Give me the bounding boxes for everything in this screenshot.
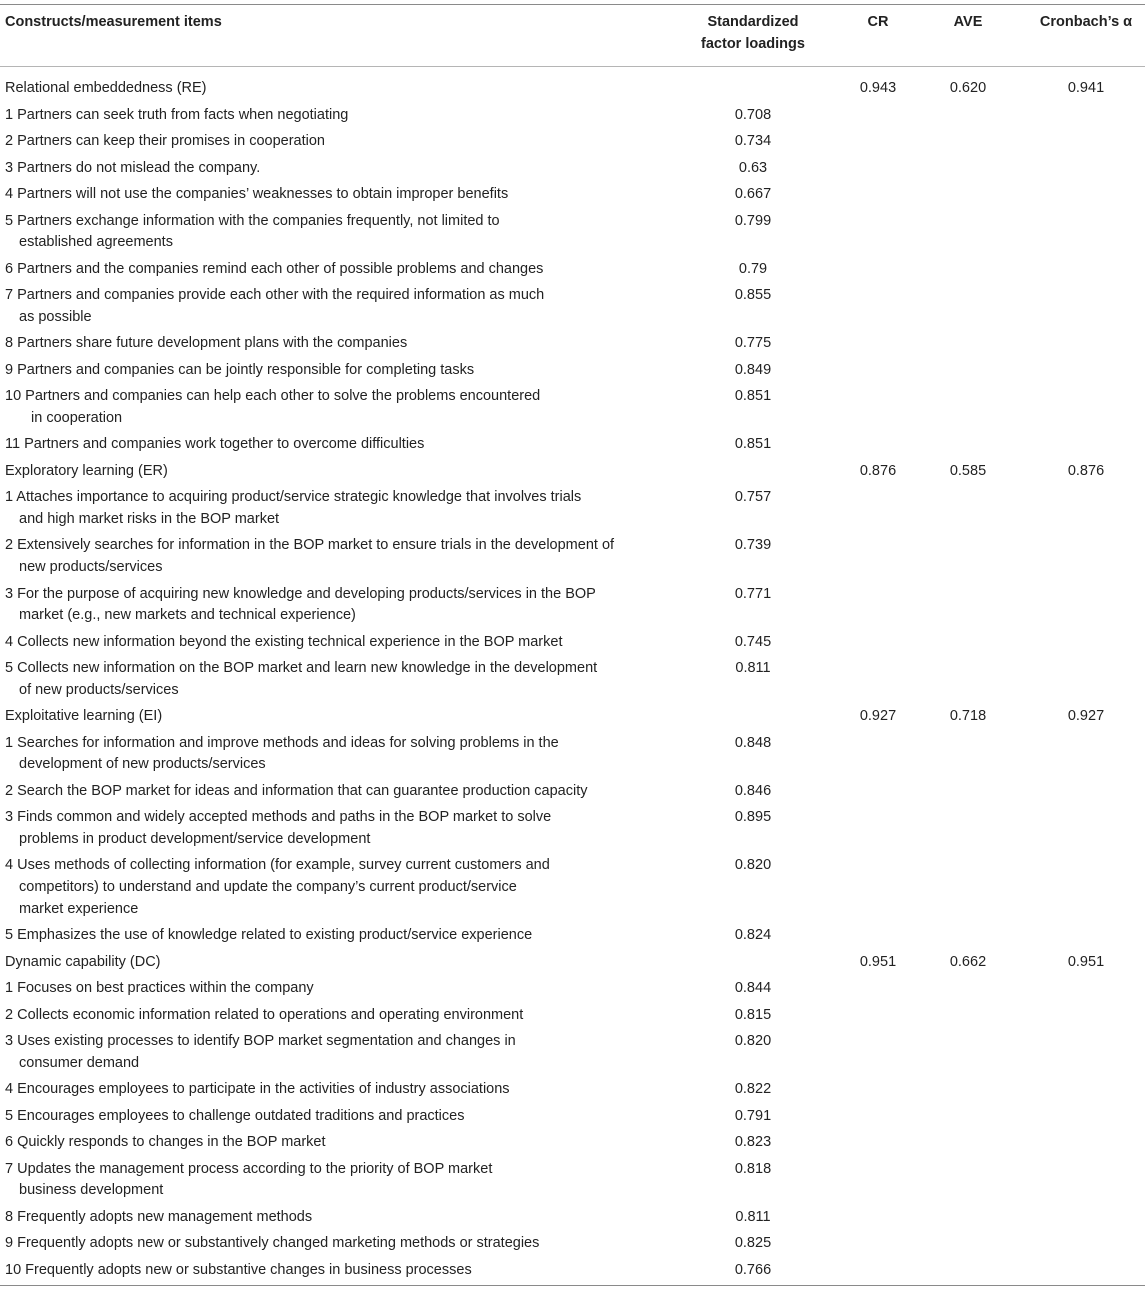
factor-loading-value: 0.855 [734, 287, 772, 304]
alpha-value: 0.941 [1067, 80, 1105, 96]
factor-loading-value: 0.851 [734, 388, 772, 405]
measurement-item-text: 2 Search the BOP market for ideas and information that can guarantee production capacity [5, 782, 588, 799]
construct-name: Relational embeddedness (RE) [5, 80, 207, 96]
measurement-item-text: 8 Frequently adopts new management methods [5, 1208, 313, 1225]
factor-loading-value: 0.844 [734, 980, 772, 997]
measurement-item-text: as possible [19, 308, 92, 325]
measurement-item-text: 1 Partners can seek truth from facts when negotiating [5, 106, 349, 123]
factor-loading-value: 0.739 [734, 537, 772, 554]
header-item: Constructs/measurement items [5, 14, 222, 30]
measurement-item-text: in cooperation [31, 409, 123, 426]
measurement-item-text: 8 Partners share future development plans with the companies [5, 335, 408, 352]
measurement-item-text: 4 Partners will not use the companies’ weaknesses to obtain improper benefits [5, 186, 509, 202]
measurement-item-text: business development [19, 1182, 164, 1199]
header-loading [680, 12, 826, 55]
ave-value: 0.620 [949, 80, 987, 96]
factor-loading-value: 0.846 [734, 782, 772, 799]
factor-loading-value: 0.63 [738, 159, 768, 176]
factor-loading-value: 0.820 [734, 857, 772, 874]
measurement-item-text: market (e.g., new markets and technical experience) [19, 607, 356, 624]
measurement-item-text: 3 Partners do not mislead the company. [5, 159, 261, 176]
bottom-rule [0, 1285, 1145, 1286]
measurement-item-text: established agreements [19, 234, 173, 251]
header-rule [0, 66, 1145, 67]
construct-name: Exploitative learning (EI) [5, 708, 163, 725]
measurement-item-text: 5 Emphasizes the use of knowledge related to existing product/service experience [5, 927, 533, 944]
measurement-item-text: 10 Partners and companies can help each other to solve the problems encountered [5, 388, 541, 405]
measurement-item-text: 3 For the purpose of acquiring new knowledge and developing products/services in the BOP [5, 585, 596, 602]
factor-loading-value: 0.757 [734, 489, 772, 506]
measurement-item-text: 9 Frequently adopts new or substantively changed marketing methods or strategies [5, 1235, 540, 1252]
measurement-item-text: 10 Frequently adopts new or substantive changes in business processes [5, 1261, 472, 1278]
factor-loading-value: 0.823 [734, 1134, 772, 1151]
factor-loading-value: 0.895 [734, 809, 772, 826]
factor-loading-value: 0.811 [735, 1208, 771, 1225]
header-ave: AVE [953, 14, 983, 30]
factor-loading-value: 0.708 [734, 106, 772, 123]
alpha-value: 0.876 [1067, 462, 1105, 479]
measurement-item-text: 5 Encourages employees to challenge outdated traditions and practices [5, 1107, 465, 1124]
measurement-item-text: 4 Collects new information beyond the existing technical experience in the BOP market [5, 633, 563, 650]
ave-value: 0.662 [949, 953, 987, 970]
construct-name: Exploratory learning (ER) [5, 462, 168, 479]
measurement-item-text: 3 Finds common and widely accepted methods and paths in the BOP market to solve [5, 809, 552, 826]
factor-loading-value: 0.745 [734, 633, 772, 650]
factor-loading-value: 0.766 [734, 1261, 772, 1278]
measurement-item-text: 4 Encourages employees to participate in the activities of industry associations [5, 1081, 510, 1098]
measurement-item-text: 3 Uses existing processes to identify BOP market segmentation and changes in [5, 1033, 516, 1050]
top-rule [0, 4, 1145, 5]
header-alpha: Cronbach’s α [1039, 14, 1133, 30]
measurement-item-text: new products/services [19, 559, 163, 575]
measurement-item-text: 1 Focuses on best practices within the company [5, 980, 314, 997]
measurement-item-text: competitors) to understand and update the company’s current product/service [19, 879, 517, 895]
factor-loading-value: 0.775 [734, 335, 772, 352]
measurement-item-text: 9 Partners and companies can be jointly responsible for completing tasks [5, 361, 475, 378]
ave-value: 0.585 [949, 462, 987, 479]
measurement-item-text: 1 Searches for information and improve methods and ideas for solving problems in the [5, 734, 559, 751]
factor-loading-value: 0.824 [734, 927, 772, 944]
measurement-item-text: 5 Collects new information on the BOP market and learn new knowledge in the development [5, 660, 598, 677]
construct-name: Dynamic capability (DC) [5, 953, 161, 970]
ave-value: 0.718 [949, 708, 987, 725]
measurement-item-text: 7 Partners and companies provide each other with the required information as much [5, 287, 545, 304]
factor-loading-value: 0.815 [734, 1006, 772, 1023]
header-loading-line1: Standardized [707, 14, 799, 30]
measurement-item-text: problems in product development/service development [19, 830, 371, 847]
factor-loading-value: 0.848 [734, 734, 772, 751]
measurement-item-text: 7 Updates the management process according to the priority of BOP market [5, 1160, 493, 1177]
alpha-value: 0.927 [1067, 708, 1105, 725]
factor-loading-value: 0.851 [734, 436, 772, 453]
factor-loading-value: 0.667 [734, 186, 772, 202]
factor-loading-value: 0.79 [738, 260, 768, 277]
measurement-item-text: market experience [19, 900, 139, 917]
measurement-item-text: 6 Partners and the companies remind each other of possible problems and changes [5, 260, 544, 277]
measurement-item-text: and high market risks in the BOP market [19, 510, 280, 527]
factor-loading-value: 0.771 [734, 585, 772, 602]
factor-loading-value: 0.734 [734, 133, 772, 149]
measurement-item-text: consumer demand [19, 1054, 140, 1071]
factor-loading-value: 0.791 [734, 1107, 772, 1124]
factor-loading-value: 0.818 [734, 1160, 772, 1177]
factor-loading-value: 0.820 [734, 1033, 772, 1050]
measurement-item-text: of new products/services [19, 681, 179, 698]
measurement-item-text: 2 Extensively searches for information in the BOP market to ensure trials in the development of [5, 537, 615, 554]
cr-value: 0.927 [859, 708, 897, 725]
measurement-item-text: development of new products/services [19, 756, 266, 773]
measurement-item-text: 5 Partners exchange information with the companies frequently, not limited to [5, 212, 500, 229]
factor-loading-value: 0.799 [734, 212, 772, 229]
measurement-item-text: 2 Partners can keep their promises in cooperation [5, 133, 325, 149]
factor-loading-value: 0.849 [734, 361, 772, 378]
factor-loading-value: 0.825 [734, 1235, 772, 1252]
factor-loading-value: 0.822 [734, 1081, 772, 1098]
measurement-item-text: 6 Quickly responds to changes in the BOP market [5, 1134, 326, 1151]
measurement-item-text: 2 Collects economic information related to operations and operating environment [5, 1006, 524, 1023]
cr-value: 0.943 [859, 80, 897, 96]
header-loading-line2: factor loadings [701, 35, 805, 52]
cr-value: 0.951 [859, 953, 897, 970]
cr-value: 0.876 [859, 462, 897, 479]
measurement-item-text: 11 Partners and companies work together to overcome difficulties [5, 436, 425, 453]
header-cr: CR [867, 14, 889, 30]
alpha-value: 0.951 [1067, 953, 1105, 970]
measurement-item-text: 4 Uses methods of collecting information (for example, survey current customers and [5, 857, 550, 874]
factor-loading-value: 0.811 [735, 660, 771, 677]
measurement-item-text: 1 Attaches importance to acquiring product/service strategic knowledge that involves trials [5, 489, 582, 506]
